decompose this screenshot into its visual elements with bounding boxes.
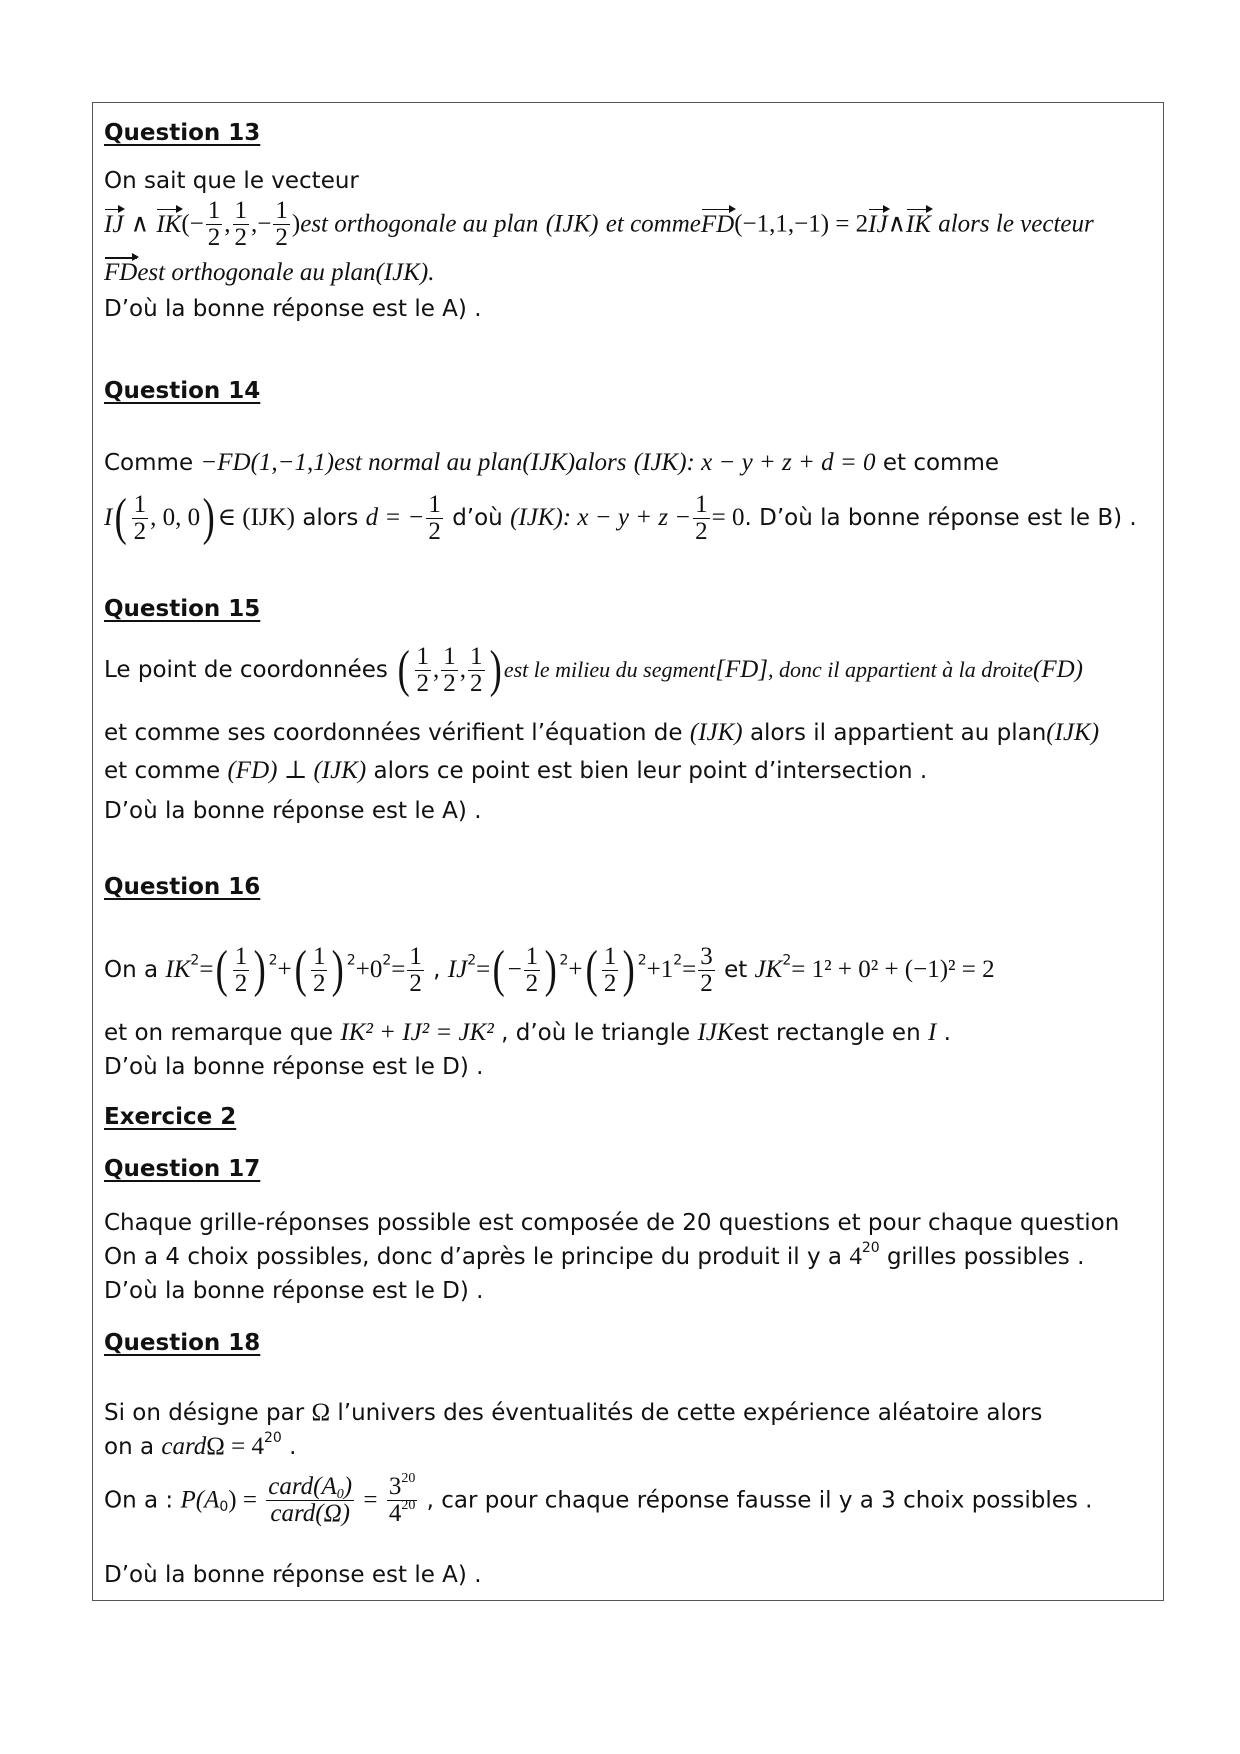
- vector-ik: IK: [156, 210, 182, 238]
- q15-line1: Le point de coordonnées ( $\frac{1}{2}$ , $\frac{1}{2}$ , $\frac{1}{2}$ ) est le milieu du segment[FD], donc il appartient à la droite(FD): [104, 641, 1084, 698]
- q15-line3: et comme (FD) ⊥ (IJK) alors ce point est bien leur point d’intersection .: [104, 757, 928, 784]
- q17-conclusion: D’où la bonne réponse est le D) .: [104, 1278, 484, 1304]
- q16-conclusion: D’où la bonne réponse est le D) .: [104, 1054, 484, 1080]
- q14-line2: I( $\frac{1}{2}$ , 0, 0) ∈ (IJK) alors d = − $\frac{1}{2}$ d’où (IJK): x − y + z − $\frac{1}{2}$ = 0. D’où la bonne réponse est le B) .: [104, 489, 1137, 546]
- q18-conclusion: D’où la bonne réponse est le A) .: [104, 1562, 482, 1588]
- q14-line1: Comme −FD(1,−1,1)est normal au plan(IJK)alors (IJK): x − y + z + d = 0 et comme: [104, 449, 1000, 476]
- probability-fraction: $\frac{card(A_0)}{\text{card(Ω)}}$: [268, 1473, 353, 1527]
- q13-line3: FDest orthogonale au plan(IJK).: [104, 259, 435, 286]
- q18-line2: on a cardΩ = $4^{20}$ .: [104, 1430, 297, 1460]
- q15-line2: et comme ses coordonnées vérifient l’équation de (IJK) alors il appartient au plan(IJK): [104, 719, 1100, 746]
- q13-line2: IJ ∧ IK(− $\frac{1}{2}$ , $\frac{1}{2}$ ,− $\frac{1}{2}$ )est orthogonale au plan (IJK) et commeFD(−1,1,−1) = 2IJ∧IK alors le vecteur: [104, 197, 1094, 251]
- q17-title: Question 17: [104, 1156, 261, 1182]
- q17-line2: On a 4 choix possibles, donc d’après le principe du produit il y a $4^{20}$ grilles possibles .: [104, 1240, 1085, 1270]
- fraction: $\frac{1}{2}$: [234, 197, 248, 251]
- q13-title: Question 13: [104, 120, 261, 146]
- q18-line1: Si on désigne par Ω l’univers des éventualités de cette expérience aléatoire alors: [104, 1399, 1043, 1426]
- q15-conclusion: D’où la bonne réponse est le A) .: [104, 798, 482, 824]
- q13-line1: On sait que le vecteur: [104, 168, 359, 194]
- fraction: $\frac{1}{2}$: [207, 197, 221, 251]
- fraction: $\frac{1}{2}$: [275, 197, 288, 251]
- q16-title: Question 16: [104, 874, 261, 900]
- q13-conclusion: D’où la bonne réponse est le A) .: [104, 296, 482, 322]
- content-frame: [92, 102, 1164, 1601]
- vector-ij: IJ: [104, 210, 124, 238]
- q17-line1: Chaque grille-réponses possible est composée de 20 questions et pour chaque question: [104, 1210, 1120, 1236]
- vector-fd: FD: [700, 210, 735, 238]
- q18-title: Question 18: [104, 1330, 261, 1356]
- q14-title: Question 14: [104, 378, 261, 404]
- q16-line1: On a $IK^2=$( $\frac{1}{2}$ ) $^2$+( $\frac{1}{2}$ ) $^2+0^2=$ $\frac{1}{2}$ , $IJ^2=$( − $\frac{1}{2}$ ) $^2$+( $\frac{1}{2}$ ) $^2+1^2=$ $\frac{3}{2}$ et $JK^2= 1^2 + 0^2 + (-1)^2 = 2$: [104, 941, 995, 998]
- q16-line2: et on remarque que IK² + IJ² = JK² , d’où le triangle IJKest rectangle en I .: [104, 1019, 951, 1046]
- q15-title: Question 15: [104, 596, 261, 622]
- exercise-2-title: Exercice 2: [104, 1104, 237, 1130]
- q18-line3: On a : $P(A_0)$ = $\frac{card(A_0)}{\text{card(Ω)}}$ = $\frac{3^{20}}{4^{20}}$ , car pour chaque réponse fausse il y a 3 choix possibles .: [104, 1471, 1093, 1527]
